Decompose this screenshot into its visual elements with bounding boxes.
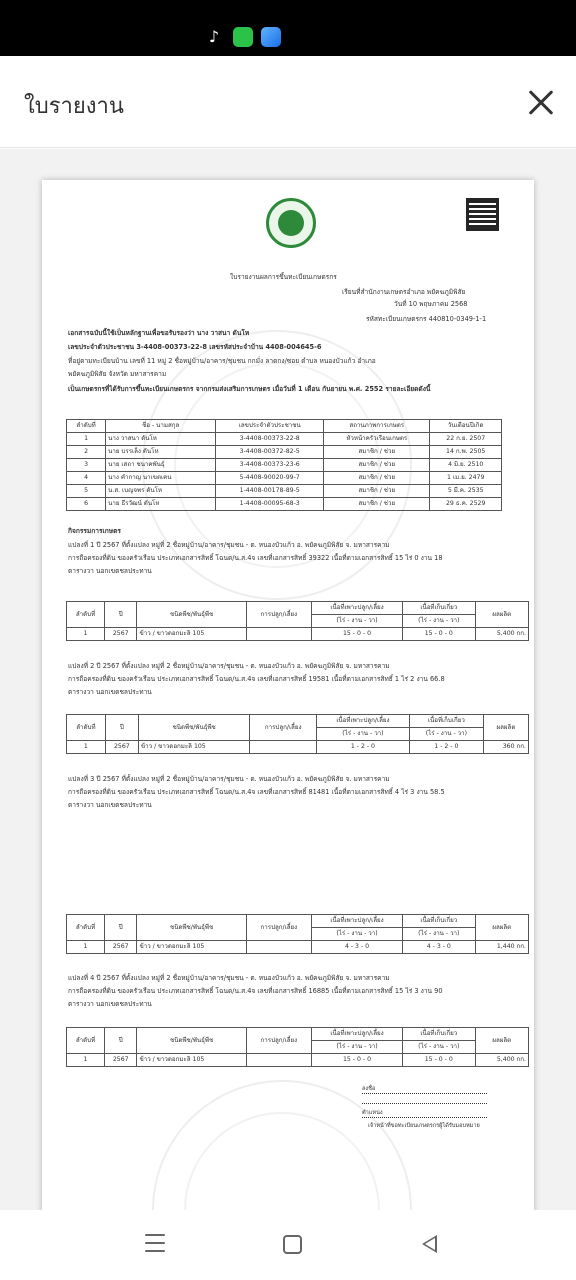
plot-3-line-1: แปลงที่ 3 ปี 2567 ที่ตั้งแปลง หมู่ที่ 2 ชื่อหมู่บ้าน/อาคาร/ชุมชน - ต. หนองบัวแก้ว อ. พยัคฆภูมิพิสัย จ. มหาสารคาม <box>68 775 390 783</box>
plot-1-line-1: แปลงที่ 1 ปี 2567 ที่ตั้งแปลง หมู่ที่ 2 ชื่อหมู่บ้าน/อาคาร/ชุมชน - ต. หนองบัวแก้ว อ. พยัคฆภูมิพิสัย จ. มหาสารคาม <box>68 541 390 549</box>
table-row: 1 2567 ข้าว / ขาวดอกมะลิ 105 15 - 0 - 0 15 - 0 - 0 5,400 กก. <box>67 1054 529 1067</box>
recent-apps-icon[interactable] <box>145 1234 165 1254</box>
plot-4-line-3: ตารางวา นอกเขตชลประทาน <box>68 1000 152 1008</box>
back-icon[interactable] <box>422 1235 437 1253</box>
doc-registration: เป็นเกษตรกรที่ได้รับการขึ้นทะเบียนเกษตรกร จากกรมส่งเสริมการเกษตร เมื่อวันที่ 1 เดือน กันยายน พ.ศ. 2552 รายละเอียดดังนี้ <box>68 385 431 393</box>
table-header-row: ลำดับที่ ปี ชนิดพืช/พันธุ์พืช การปลูก/เลี้ยง เนื้อที่เพาะปลูก/เลี้ยง เนื้อที่เก็บเกี่ยว ผลผลิต <box>67 915 529 928</box>
plot-1-line-2: การถือครองที่ดิน ของครัวเรือน ประเภทเอกสารสิทธิ์ โฉนด/น.ส.4จ เลขที่เอกสารสิทธิ์ 39322 เนื้อที่ตามเอกสารสิทธิ์ 15 ไร่ 0 งาน 18 <box>68 554 443 562</box>
position-line <box>362 1117 487 1118</box>
plot-2-line-2: การถือครองที่ดิน ของครัวเรือน ประเภทเอกสารสิทธิ์ โฉนด/น.ส.4จ เลขที่เอกสารสิทธิ์ 19581 เนื้อที่ตามเอกสารสิทธิ์ 1 ไร่ 2 งาน 66.8 <box>68 675 445 683</box>
table-row: 6 นาย ธีรวัฒน์ ดันโห 1-4408-00095-68-3 สมาชิก / ช่วย 29 ธ.ค. 2529 <box>67 498 502 511</box>
table-row: 1 2567 ข้าว / ขาวดอกมะลิ 105 15 - 0 - 0 15 - 0 - 0 5,400 กก. <box>67 628 529 641</box>
doc-date: วันที่ 10 พฤษภาคม 2568 <box>394 300 468 308</box>
table-row: 3 นาย เสถา ชนาคพันธุ์ 3-4408-00373-23-6 สมาชิก / ช่วย 4 มิ.ย. 2510 <box>67 459 502 472</box>
table-row: 1 2567 ข้าว / ขาวดอกมะลิ 105 1 - 2 - 0 1 - 2 - 0 360 กก. <box>67 741 529 754</box>
members-table <box>66 419 502 511</box>
table-row: 1 2567 ข้าว / ขาวดอกมะลิ 105 4 - 3 - 0 4 - 3 - 0 1,440 กก. <box>67 941 529 954</box>
plot-1-crop-table: ลำดับที่ ปี ชนิดพืช/พันธุ์พืช การปลูก/เลี้ยง เนื้อที่เพาะปลูก/เลี้ยง เนื้อที่เก็บเกี่ยว ผลผลิต (ไร่ - งาน - วา) (ไร่ - งาน - วา) 1 2567 ข้าว / ขาวดอกมะลิ 105 15 - 0 - 0 15 - 0 - 0 5,400 กก. <box>66 601 529 641</box>
line-app-icon <box>233 27 253 47</box>
report-page <box>42 180 534 1210</box>
table-header-row: ลำดับที่ ปี ชนิดพืช/พันธุ์พืช การปลูก/เลี้ยง เนื้อที่เพาะปลูก/เลี้ยง เนื้อที่เก็บเกี่ยว ผลผลิต <box>67 602 529 615</box>
sign-label: ลงชื่อ <box>362 1086 376 1092</box>
plot-3-crop-table: ลำดับที่ ปี ชนิดพืช/พันธุ์พืช การปลูก/เลี้ยง เนื้อที่เพาะปลูก/เลี้ยง เนื้อที่เก็บเกี่ยว ผลผลิต (ไร่ - งาน - วา) (ไร่ - งาน - วา) 1 2567 ข้าว / ขาวดอกมะลิ 105 4 - 3 - 0 4 - 3 - 0 1,440 กก. <box>66 914 529 954</box>
app-bar <box>0 56 576 148</box>
plot-3-line-2: การถือครองที่ดิน ของครัวเรือน ประเภทเอกสารสิทธิ์ โฉนด/น.ส.4จ เลขที่เอกสารสิทธิ์ 81481 เนื้อที่ตามเอกสารสิทธิ์ 4 ไร่ 3 งาน 58.5 <box>68 788 445 796</box>
system-nav-bar <box>0 1210 576 1280</box>
table-row: 2 นาย บรรเล็ง ดันโห 3-4408-00372-82-5 สมาชิก / ช่วย 14 ก.พ. 2505 <box>67 446 502 459</box>
plot-4-line-1: แปลงที่ 4 ปี 2567 ที่ตั้งแปลง หมู่ที่ 2 ชื่อหมู่บ้าน/อาคาร/ชุมชน - ต. หนองบัวแก้ว อ. พยัคฆภูมิพิสัย จ. มหาสารคาม <box>68 974 390 982</box>
doc-office: เรียนที่สำนักงานเกษตรอำเภอ พยัคฆภูมิพิสัย <box>342 288 466 296</box>
doc-id-line: เลขประจำตัวประชาชน 3-4408-00373-22-8 เลขรหัสประจำบ้าน 4408-004645-6 <box>68 343 322 351</box>
activities-title: กิจกรรมการเกษตร <box>68 527 121 535</box>
position-label: ตำแหน่ง <box>362 1110 383 1116</box>
close-icon[interactable] <box>524 86 558 120</box>
table-header-row: ลำดับที่ ชื่อ - นามสกุล เลขประจำตัวประชาชน สถานภาพการเกษตร วันเดือนปีเกิด <box>67 420 502 433</box>
plot-1-line-3: ตารางวา นอกเขตชลประทาน <box>68 567 152 575</box>
table-row: 5 น.ส. เบญจพร ดันโห 1-4408-00178-89-5 สมาชิก / ช่วย 5 มี.ค. 2535 <box>67 485 502 498</box>
table-row: 4 นาง คำกาญ นาเขตเคน 5-4408-90020-99-7 สมาชิก / ช่วย 1 เม.ย. 2479 <box>67 472 502 485</box>
document-viewer[interactable] <box>0 149 576 1210</box>
doc-title: ใบรายงานผลการขึ้นทะเบียนเกษตรกร <box>230 273 337 281</box>
messenger-app-icon <box>261 27 281 47</box>
doc-address-1: ที่อยู่ตามทะเบียนบ้าน เลขที่ 11 หมู่ 2 ชื่อหมู่บ้าน/อาคาร/ชุมชน กกมั่ง ลาดกง/ซอย ตำบล หนองบัวแก้ว อำเภอ <box>68 357 376 365</box>
table-row: 1 นาง วาสนา ดันโห 3-4408-00373-22-8 หัวหน้าครัวเรือนเกษตร 22 ก.ย. 2507 <box>67 433 502 446</box>
plot-2-crop-table: ลำดับที่ ปี ชนิดพืช/พันธุ์พืช การปลูก/เลี้ยง เนื้อที่เพาะปลูก/เลี้ยง เนื้อที่เก็บเกี่ยว ผลผลิต (ไร่ - งาน - วา) (ไร่ - งาน - วา) 1 2567 ข้าว / ขาวดอกมะลิ 105 1 - 2 - 0 1 - 2 - 0 360 กก. <box>66 714 529 754</box>
table-header-row: ลำดับที่ ปี ชนิดพืช/พันธุ์พืช การปลูก/เลี้ยง เนื้อที่เพาะปลูก/เลี้ยง เนื้อที่เก็บเกี่ยว ผลผลิต <box>67 1028 529 1041</box>
plot-4-line-2: การถือครองที่ดิน ของครัวเรือน ประเภทเอกสารสิทธิ์ โฉนด/น.ส.4จ เลขที่เอกสารสิทธิ์ 16885 เนื้อที่ตามเอกสารสิทธิ์ 15 ไร่ 3 งาน 90 <box>68 987 443 995</box>
qr-code-icon <box>466 198 499 231</box>
department-seal-icon <box>266 198 316 248</box>
table-header-row: ลำดับที่ ปี ชนิดพืช/พันธุ์พืช การปลูก/เลี้ยง เนื้อที่เพาะปลูก/เลี้ยง เนื้อที่เก็บเกี่ยว ผลผลิต <box>67 715 529 728</box>
doc-holder: เอกสารฉบับนี้ใช้เป็นหลักฐานเพื่อขอรับรองว่า นาง วาสนา ดันโห <box>68 329 250 337</box>
sign-line <box>362 1093 487 1094</box>
plot-2-line-1: แปลงที่ 2 ปี 2567 ที่ตั้งแปลง หมู่ที่ 2 ชื่อหมู่บ้าน/อาคาร/ชุมชน - ต. หนองบัวแก้ว อ. พยัคฆภูมิพิสัย จ. มหาสารคาม <box>68 662 390 670</box>
sign-line <box>362 1103 487 1104</box>
plot-4-crop-table: ลำดับที่ ปี ชนิดพืช/พันธุ์พืช การปลูก/เลี้ยง เนื้อที่เพาะปลูก/เลี้ยง เนื้อที่เก็บเกี่ยว ผลผลิต (ไร่ - งาน - วา) (ไร่ - งาน - วา) 1 2567 ข้าว / ขาวดอกมะลิ 105 15 - 0 - 0 15 - 0 - 0 5,400 กก. <box>66 1027 529 1067</box>
watermark-emblem <box>152 1080 412 1210</box>
status-bar <box>0 0 576 56</box>
tiktok-icon: ♪ <box>208 27 220 46</box>
plot-3-line-3: ตารางวา นอกเขตชลประทาน <box>68 801 152 809</box>
doc-address-2: พยัคฆภูมิพิสัย จังหวัด มหาสารคาม <box>68 370 167 378</box>
doc-reg-no: รหัสทะเบียนเกษตรกร 440810-0349-1-1 <box>366 315 487 323</box>
page-title: ใบรายงาน <box>24 94 124 119</box>
home-icon[interactable] <box>283 1235 302 1254</box>
sign-note: เจ้าหน้าที่ขอทะเบียนเกษตรกรผู้ได้รับมอบหมาย <box>368 1123 480 1129</box>
plot-2-line-3: ตารางวา นอกเขตชลประทาน <box>68 688 152 696</box>
